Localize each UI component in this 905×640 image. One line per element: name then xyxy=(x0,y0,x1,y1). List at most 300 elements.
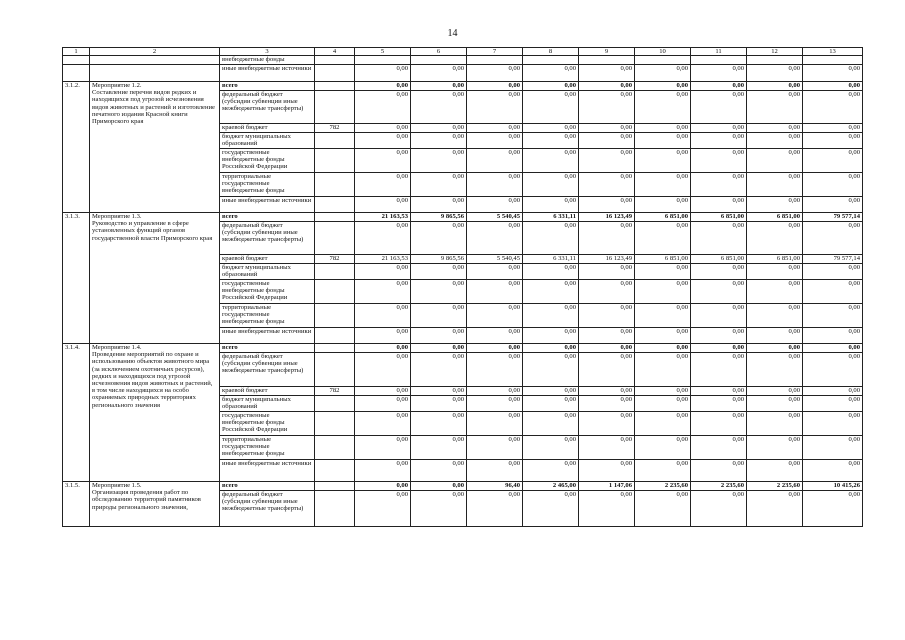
value-cell: 0,00 xyxy=(411,133,467,149)
column-header-9: 9 xyxy=(579,48,635,56)
value-cell: 0,00 xyxy=(803,344,863,353)
value-cell: 0,00 xyxy=(523,460,579,482)
value-cell: 0,00 xyxy=(355,133,411,149)
value-cell xyxy=(579,56,635,65)
value-cell: 0,00 xyxy=(803,280,863,304)
value-cell: 0,00 xyxy=(411,328,467,344)
table-row xyxy=(63,82,863,91)
value-cell: 0,00 xyxy=(523,387,579,396)
value-cell: 9 865,56 xyxy=(411,255,467,264)
value-cell: 0,00 xyxy=(635,353,691,387)
table-row xyxy=(63,344,863,353)
column-header-2: 2 xyxy=(90,48,220,56)
funding-source: внебюджетные фонды xyxy=(220,56,315,65)
value-cell: 0,00 xyxy=(355,353,411,387)
value-cell: 0,00 xyxy=(355,344,411,353)
value-cell: 0,00 xyxy=(579,304,635,328)
value-cell: 0,00 xyxy=(691,387,747,396)
value-cell: 2 465,00 xyxy=(523,482,579,491)
value-cell: 0,00 xyxy=(355,412,411,436)
code-cell xyxy=(315,82,355,91)
code-cell xyxy=(315,91,355,124)
value-cell: 6 851,00 xyxy=(691,213,747,222)
code-cell xyxy=(315,264,355,280)
value-cell xyxy=(803,56,863,65)
code-cell xyxy=(315,491,355,527)
value-cell: 0,00 xyxy=(635,412,691,436)
funding-source: федеральный бюджет (субсидии субвенции иные межбюджетные трансферты) xyxy=(220,491,315,527)
value-cell xyxy=(691,56,747,65)
column-header-13: 13 xyxy=(803,48,863,56)
value-cell: 0,00 xyxy=(747,82,803,91)
activity-description xyxy=(90,56,220,65)
activity-text: Составление перечня видов редких и находящихся под угрозой исчезновения видов животных и растений и изготовление печатного издания Красной книги Приморского края xyxy=(92,89,215,126)
value-cell: 6 851,00 xyxy=(747,255,803,264)
value-cell: 0,00 xyxy=(467,328,523,344)
column-header-1: 1 xyxy=(63,48,90,56)
value-cell: 0,00 xyxy=(523,65,579,82)
value-cell: 0,00 xyxy=(579,91,635,124)
value-cell: 0,00 xyxy=(467,91,523,124)
funding-source: иные внебюджетные источники xyxy=(220,197,315,213)
value-cell: 0,00 xyxy=(523,124,579,133)
value-cell: 0,00 xyxy=(355,280,411,304)
value-cell: 0,00 xyxy=(691,280,747,304)
value-cell: 0,00 xyxy=(691,197,747,213)
value-cell: 0,00 xyxy=(467,264,523,280)
funding-source: иные внебюджетные источники xyxy=(220,460,315,482)
value-cell: 0,00 xyxy=(747,65,803,82)
value-cell: 0,00 xyxy=(579,344,635,353)
value-cell: 0,00 xyxy=(803,124,863,133)
funding-source: всего xyxy=(220,213,315,222)
funding-source: всего xyxy=(220,82,315,91)
activity-description xyxy=(90,482,220,527)
value-cell: 0,00 xyxy=(803,412,863,436)
value-cell: 0,00 xyxy=(635,280,691,304)
page-number: 14 xyxy=(447,28,458,39)
value-cell: 0,00 xyxy=(635,197,691,213)
value-cell: 0,00 xyxy=(747,197,803,213)
value-cell: 0,00 xyxy=(411,280,467,304)
value-cell xyxy=(467,56,523,65)
value-cell: 0,00 xyxy=(523,396,579,412)
value-cell: 0,00 xyxy=(411,65,467,82)
value-cell: 0,00 xyxy=(691,460,747,482)
value-cell: 79 577,14 xyxy=(803,213,863,222)
value-cell: 0,00 xyxy=(467,149,523,173)
column-header-6: 6 xyxy=(411,48,467,56)
code-cell xyxy=(315,396,355,412)
code-cell xyxy=(315,304,355,328)
value-cell: 0,00 xyxy=(803,133,863,149)
value-cell: 0,00 xyxy=(803,91,863,124)
value-cell: 0,00 xyxy=(411,91,467,124)
funding-source: всего xyxy=(220,344,315,353)
value-cell: 0,00 xyxy=(467,222,523,255)
code-cell: 782 xyxy=(315,124,355,133)
value-cell: 0,00 xyxy=(523,412,579,436)
value-cell: 0,00 xyxy=(691,412,747,436)
value-cell: 0,00 xyxy=(747,264,803,280)
value-cell: 0,00 xyxy=(691,491,747,527)
value-cell: 0,00 xyxy=(747,387,803,396)
code-cell xyxy=(315,344,355,353)
value-cell: 0,00 xyxy=(635,173,691,197)
value-cell: 0,00 xyxy=(411,482,467,491)
code-cell xyxy=(315,65,355,82)
value-cell: 0,00 xyxy=(747,91,803,124)
value-cell: 0,00 xyxy=(355,436,411,460)
value-cell: 1 147,06 xyxy=(579,482,635,491)
value-cell: 0,00 xyxy=(803,197,863,213)
code-cell xyxy=(315,460,355,482)
value-cell: 16 123,49 xyxy=(579,213,635,222)
value-cell: 0,00 xyxy=(747,222,803,255)
funding-source: бюджет муниципальных образований xyxy=(220,264,315,280)
funding-source: федеральный бюджет (субсидии субвенции иные межбюджетные трансферты) xyxy=(220,91,315,124)
value-cell: 0,00 xyxy=(747,173,803,197)
code-cell xyxy=(315,197,355,213)
value-cell: 6 851,00 xyxy=(635,255,691,264)
column-header-8: 8 xyxy=(523,48,579,56)
value-cell: 0,00 xyxy=(579,197,635,213)
code-cell xyxy=(315,328,355,344)
value-cell: 0,00 xyxy=(579,387,635,396)
value-cell: 0,00 xyxy=(803,82,863,91)
value-cell: 0,00 xyxy=(411,436,467,460)
code-cell xyxy=(315,173,355,197)
activity-description xyxy=(90,82,220,213)
value-cell: 0,00 xyxy=(355,387,411,396)
value-cell: 0,00 xyxy=(467,387,523,396)
value-cell: 0,00 xyxy=(691,173,747,197)
activity-text: Проведение мероприятий по охране и использованию объектов животного мира (за исключением охотничьих ресурсов), редких и находящихся под угрозой исчезновения видов животных и растений, в том числе находящихся на особо охраняемых природных территориях регионального значения xyxy=(92,351,213,409)
value-cell xyxy=(411,56,467,65)
value-cell: 0,00 xyxy=(691,353,747,387)
value-cell: 0,00 xyxy=(747,396,803,412)
value-cell: 0,00 xyxy=(803,436,863,460)
value-cell: 0,00 xyxy=(523,91,579,124)
value-cell: 0,00 xyxy=(691,65,747,82)
code-cell: 782 xyxy=(315,387,355,396)
funding-source: государственные внебюджетные фонды Российской Федерации xyxy=(220,280,315,304)
column-header-7: 7 xyxy=(467,48,523,56)
activity-text: Организация проведения работ по обследованию территорий памятников природы регионального значения, xyxy=(92,489,201,511)
funding-source: иные внебюджетные источники xyxy=(220,328,315,344)
value-cell: 0,00 xyxy=(411,387,467,396)
value-cell: 0,00 xyxy=(523,280,579,304)
value-cell: 0,00 xyxy=(355,82,411,91)
value-cell: 0,00 xyxy=(691,133,747,149)
value-cell: 0,00 xyxy=(411,353,467,387)
funding-source: бюджет муниципальных образований xyxy=(220,396,315,412)
value-cell: 0,00 xyxy=(467,124,523,133)
value-cell: 0,00 xyxy=(355,65,411,82)
value-cell: 0,00 xyxy=(747,133,803,149)
value-cell: 0,00 xyxy=(803,173,863,197)
activity-title: Мероприятие 1.5. xyxy=(92,482,142,489)
value-cell: 0,00 xyxy=(467,133,523,149)
value-cell: 6 331,11 xyxy=(523,213,579,222)
code-cell xyxy=(315,436,355,460)
funding-source: краевой бюджет xyxy=(220,255,315,264)
activity-title: Мероприятие 1.2. xyxy=(92,82,142,89)
table-row xyxy=(63,213,863,222)
value-cell: 0,00 xyxy=(355,264,411,280)
value-cell: 0,00 xyxy=(747,353,803,387)
value-cell: 0,00 xyxy=(635,460,691,482)
value-cell: 0,00 xyxy=(411,491,467,527)
value-cell: 0,00 xyxy=(747,412,803,436)
code-cell: 782 xyxy=(315,255,355,264)
value-cell: 0,00 xyxy=(411,396,467,412)
value-cell: 0,00 xyxy=(411,124,467,133)
value-cell: 0,00 xyxy=(691,396,747,412)
value-cell: 96,40 xyxy=(467,482,523,491)
column-header-5: 5 xyxy=(355,48,411,56)
value-cell xyxy=(523,56,579,65)
value-cell: 0,00 xyxy=(523,491,579,527)
value-cell: 79 577,14 xyxy=(803,255,863,264)
value-cell: 0,00 xyxy=(803,387,863,396)
value-cell: 0,00 xyxy=(355,482,411,491)
activity-title: Мероприятие 1.3. xyxy=(92,213,142,220)
funding-source: государственные внебюджетные фонды Российской Федерации xyxy=(220,149,315,173)
value-cell: 0,00 xyxy=(579,396,635,412)
column-header-10: 10 xyxy=(635,48,691,56)
value-cell: 0,00 xyxy=(355,328,411,344)
value-cell: 0,00 xyxy=(467,353,523,387)
value-cell: 2 235,60 xyxy=(747,482,803,491)
table-row xyxy=(63,65,863,82)
table-row xyxy=(63,482,863,491)
value-cell: 0,00 xyxy=(355,149,411,173)
value-cell: 0,00 xyxy=(635,124,691,133)
value-cell: 0,00 xyxy=(411,149,467,173)
value-cell: 0,00 xyxy=(635,222,691,255)
budget-table xyxy=(62,47,863,527)
funding-source: федеральный бюджет (субсидии субвенции иные межбюджетные трансферты) xyxy=(220,353,315,387)
value-cell: 0,00 xyxy=(803,460,863,482)
value-cell: 0,00 xyxy=(523,133,579,149)
value-cell: 0,00 xyxy=(467,280,523,304)
value-cell: 0,00 xyxy=(803,304,863,328)
value-cell: 0,00 xyxy=(691,436,747,460)
value-cell: 16 123,49 xyxy=(579,255,635,264)
value-cell: 0,00 xyxy=(747,280,803,304)
value-cell: 0,00 xyxy=(355,124,411,133)
value-cell: 0,00 xyxy=(523,264,579,280)
value-cell: 0,00 xyxy=(635,387,691,396)
value-cell: 0,00 xyxy=(635,91,691,124)
value-cell: 0,00 xyxy=(579,491,635,527)
value-cell: 0,00 xyxy=(411,304,467,328)
value-cell: 0,00 xyxy=(635,82,691,91)
value-cell: 0,00 xyxy=(747,344,803,353)
value-cell: 0,00 xyxy=(411,222,467,255)
value-cell: 0,00 xyxy=(747,460,803,482)
value-cell: 0,00 xyxy=(579,264,635,280)
value-cell: 0,00 xyxy=(691,304,747,328)
value-cell: 0,00 xyxy=(523,353,579,387)
activity-description xyxy=(90,65,220,82)
value-cell: 0,00 xyxy=(579,133,635,149)
value-cell: 0,00 xyxy=(635,328,691,344)
value-cell: 2 235,60 xyxy=(691,482,747,491)
value-cell: 0,00 xyxy=(523,304,579,328)
activity-number: 3.1.4. xyxy=(63,344,90,482)
value-cell: 0,00 xyxy=(467,82,523,91)
column-header-11: 11 xyxy=(691,48,747,56)
activity-description xyxy=(90,344,220,482)
value-cell: 5 540,45 xyxy=(467,255,523,264)
value-cell: 0,00 xyxy=(411,197,467,213)
value-cell: 0,00 xyxy=(579,124,635,133)
funding-source: территориальные государственные внебюджетные фонды xyxy=(220,304,315,328)
funding-source: краевой бюджет xyxy=(220,387,315,396)
column-header-12: 12 xyxy=(747,48,803,56)
value-cell xyxy=(355,56,411,65)
value-cell xyxy=(747,56,803,65)
value-cell: 0,00 xyxy=(803,328,863,344)
value-cell: 0,00 xyxy=(747,491,803,527)
value-cell: 0,00 xyxy=(467,460,523,482)
value-cell: 0,00 xyxy=(691,264,747,280)
code-cell xyxy=(315,280,355,304)
funding-source: государственные внебюджетные фонды Российской Федерации xyxy=(220,412,315,436)
value-cell: 0,00 xyxy=(411,460,467,482)
value-cell: 0,00 xyxy=(523,328,579,344)
funding-source: территориальные государственные внебюджетные фонды xyxy=(220,436,315,460)
value-cell: 0,00 xyxy=(635,436,691,460)
value-cell: 0,00 xyxy=(579,222,635,255)
value-cell: 0,00 xyxy=(467,173,523,197)
value-cell: 0,00 xyxy=(523,82,579,91)
value-cell: 21 163,53 xyxy=(355,213,411,222)
value-cell: 0,00 xyxy=(691,149,747,173)
value-cell: 0,00 xyxy=(467,396,523,412)
value-cell: 0,00 xyxy=(523,344,579,353)
value-cell: 0,00 xyxy=(691,222,747,255)
code-cell xyxy=(315,133,355,149)
value-cell: 0,00 xyxy=(579,65,635,82)
value-cell: 0,00 xyxy=(523,436,579,460)
activity-text: Руководство и управление в сфере установленных функций органов государственной власти Приморского края xyxy=(92,220,213,242)
value-cell: 0,00 xyxy=(579,328,635,344)
value-cell: 0,00 xyxy=(579,280,635,304)
value-cell: 0,00 xyxy=(691,124,747,133)
value-cell: 0,00 xyxy=(635,396,691,412)
value-cell: 21 163,53 xyxy=(355,255,411,264)
value-cell: 0,00 xyxy=(691,82,747,91)
value-cell: 0,00 xyxy=(635,304,691,328)
value-cell: 0,00 xyxy=(635,133,691,149)
value-cell: 0,00 xyxy=(803,264,863,280)
funding-source: иные внебюджетные источники xyxy=(220,65,315,82)
code-cell xyxy=(315,222,355,255)
value-cell: 0,00 xyxy=(747,149,803,173)
value-cell: 0,00 xyxy=(803,65,863,82)
table-row xyxy=(63,56,863,65)
funding-source: территориальные государственные внебюджетные фонды xyxy=(220,173,315,197)
activity-number: 3.1.3. xyxy=(63,213,90,344)
value-cell: 0,00 xyxy=(355,491,411,527)
code-cell xyxy=(315,56,355,65)
value-cell: 0,00 xyxy=(747,304,803,328)
value-cell: 0,00 xyxy=(691,91,747,124)
funding-source: краевой бюджет xyxy=(220,124,315,133)
value-cell: 0,00 xyxy=(635,149,691,173)
value-cell: 6 331,11 xyxy=(523,255,579,264)
value-cell: 0,00 xyxy=(803,491,863,527)
value-cell: 0,00 xyxy=(803,222,863,255)
value-cell: 0,00 xyxy=(355,222,411,255)
value-cell: 0,00 xyxy=(355,91,411,124)
value-cell: 0,00 xyxy=(355,304,411,328)
value-cell: 0,00 xyxy=(467,304,523,328)
table-row xyxy=(63,48,863,56)
value-cell: 0,00 xyxy=(635,65,691,82)
value-cell: 0,00 xyxy=(355,460,411,482)
value-cell: 0,00 xyxy=(803,396,863,412)
value-cell: 0,00 xyxy=(467,344,523,353)
value-cell: 9 865,56 xyxy=(411,213,467,222)
funding-source: бюджет муниципальных образований xyxy=(220,133,315,149)
activity-title: Мероприятие 1.4. xyxy=(92,344,142,351)
code-cell xyxy=(315,412,355,436)
value-cell: 0,00 xyxy=(411,412,467,436)
value-cell: 0,00 xyxy=(355,173,411,197)
value-cell: 0,00 xyxy=(523,197,579,213)
value-cell: 0,00 xyxy=(467,436,523,460)
value-cell: 6 851,00 xyxy=(747,213,803,222)
value-cell: 0,00 xyxy=(411,344,467,353)
column-header-4: 4 xyxy=(315,48,355,56)
activity-number: 3.1.2. xyxy=(63,82,90,213)
value-cell: 0,00 xyxy=(467,65,523,82)
value-cell: 0,00 xyxy=(523,222,579,255)
value-cell: 6 851,00 xyxy=(635,213,691,222)
activity-number xyxy=(63,65,90,82)
funding-source: всего xyxy=(220,482,315,491)
value-cell: 0,00 xyxy=(467,412,523,436)
value-cell: 0,00 xyxy=(579,149,635,173)
value-cell: 0,00 xyxy=(467,197,523,213)
value-cell: 5 540,45 xyxy=(467,213,523,222)
value-cell: 0,00 xyxy=(747,436,803,460)
value-cell: 0,00 xyxy=(579,436,635,460)
value-cell: 0,00 xyxy=(579,82,635,91)
activity-number: 3.1.5. xyxy=(63,482,90,527)
code-cell xyxy=(315,482,355,491)
value-cell: 0,00 xyxy=(467,491,523,527)
code-cell xyxy=(315,149,355,173)
value-cell: 0,00 xyxy=(635,344,691,353)
value-cell: 0,00 xyxy=(523,149,579,173)
value-cell: 0,00 xyxy=(635,491,691,527)
value-cell: 0,00 xyxy=(691,344,747,353)
funding-source: федеральный бюджет (субсидии субвенции иные межбюджетные трансферты) xyxy=(220,222,315,255)
activity-number xyxy=(63,56,90,65)
value-cell: 0,00 xyxy=(411,173,467,197)
code-cell xyxy=(315,353,355,387)
value-cell: 0,00 xyxy=(579,173,635,197)
column-header-3: 3 xyxy=(220,48,315,56)
value-cell: 0,00 xyxy=(355,197,411,213)
value-cell: 0,00 xyxy=(579,353,635,387)
value-cell: 0,00 xyxy=(747,124,803,133)
